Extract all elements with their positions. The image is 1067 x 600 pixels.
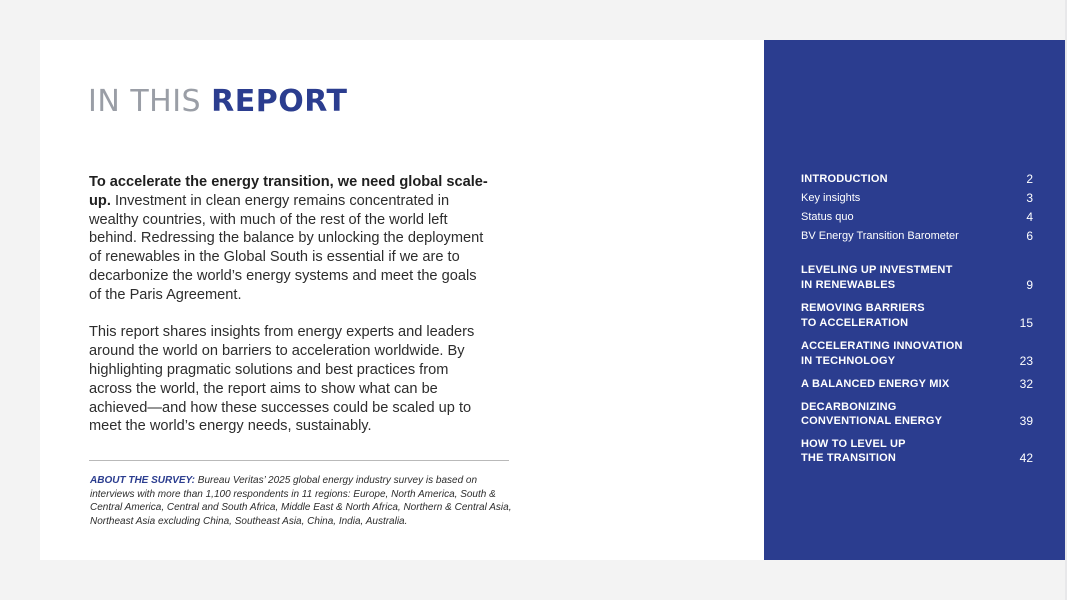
toc-entry-title (801, 437, 906, 466)
toc-entry-title-line: ACCELERATING INNOVATION (801, 340, 963, 352)
intro-lead: To accelerate the energy transition, we need global scale-up. (89, 174, 488, 209)
table-of-contents (801, 172, 1033, 466)
survey-label: ABOUT THE SURVEY: (90, 475, 196, 486)
toc-entry-title-line: BV Energy Transition Barometer (801, 230, 959, 242)
toc-entry-title (801, 172, 888, 187)
toc-entry-title-line: REMOVING BARRIERS (801, 302, 925, 314)
toc-entry-page: 6 (1026, 229, 1033, 243)
divider (89, 460, 509, 461)
toc-entry[interactable] (801, 377, 1033, 392)
toc-entry-page: 2 (1026, 172, 1033, 186)
toc-entry-page: 15 (1019, 315, 1033, 330)
toc-entry-page: 42 (1019, 451, 1033, 465)
toc-entry-page: 9 (1026, 277, 1033, 292)
intro-paragraph-2: This report shares insights from energy experts and leaders around the world on barriers to acceleration worldwide. By highlighting pragmatic solutions and best practices from across the world, the report aims to show what can be achieved—and how these successes could be scaled up to meet the world’s energy needs, sustainably. (89, 324, 475, 435)
toc-entry-page: 4 (1026, 210, 1033, 224)
survey-text: Bureau Veritas’ 2025 global energy industry survey is based on interviews with more than 1,100 respondents in 11 regions: Europe, North America, South & Central America, Central and South Africa, Middle East & North Africa, Northern & Central Asia, Northeast Asia excluding China, Southeast Asia, China, India, Australia. (90, 475, 512, 527)
toc-entry-title (801, 210, 854, 225)
toc-entry-title-line: HOW TO LEVEL UP (801, 437, 906, 450)
toc-entry[interactable] (801, 400, 1033, 429)
intro-text (89, 173, 489, 436)
toc-entry-title-line: Key insights (801, 192, 861, 204)
toc-entry[interactable] (801, 210, 1033, 225)
toc-entry-title (801, 339, 963, 368)
toc-entry[interactable] (801, 191, 1033, 206)
toc-entry-title-line: LEVELING UP INVESTMENT (801, 264, 953, 276)
toc-entry-title-line: TO ACCELERATION (801, 316, 909, 329)
page-title (88, 84, 347, 120)
toc-entry-title (801, 191, 860, 206)
toc-entry-page: 39 (1019, 414, 1033, 428)
title-light: IN THIS (88, 84, 212, 119)
toc-entry[interactable] (801, 437, 1033, 466)
toc-entry-title-line: IN TECHNOLOGY (801, 354, 896, 367)
toc-entry-title-line: DECARBONIZING (801, 400, 897, 413)
toc-entry-title-line: INTRODUCTION (801, 173, 888, 185)
toc-entry[interactable] (801, 229, 1033, 244)
toc-entry-title-line: THE TRANSITION (801, 452, 897, 464)
toc-entry-title (801, 229, 959, 244)
toc-entry-title (801, 301, 925, 330)
contents-panel (764, 40, 1067, 560)
toc-entry-page: 32 (1019, 377, 1033, 391)
intro-paragraph-1 (89, 173, 489, 305)
toc-entry[interactable] (801, 339, 1033, 368)
toc-entry-page: 3 (1026, 191, 1033, 205)
toc-entry-title-line: IN RENEWABLES (801, 278, 896, 291)
toc-entry[interactable] (801, 301, 1033, 330)
toc-entry-page: 23 (1019, 353, 1033, 368)
report-page (40, 40, 1067, 560)
toc-entry-title-line: CONVENTIONAL ENERGY (801, 415, 943, 427)
toc-entry[interactable] (801, 263, 1033, 292)
toc-entry[interactable] (801, 172, 1033, 187)
toc-entry-title-line: A BALANCED ENERGY MIX (801, 378, 950, 390)
toc-entry-title (801, 263, 953, 292)
survey-note (90, 474, 520, 528)
title-bold: REPORT (211, 84, 348, 119)
toc-entry-title (801, 400, 942, 429)
intro-lead-rest: Investment in clean energy remains concentrated in wealthy countries, with much of the rest of the world left behind. Redressing the balance by unlocking the deployment of renewables in the Global South is essential if we are to decarbonize the world’s energy systems and meet the goals of the Paris Agreement. (89, 192, 484, 303)
toc-entry-title-line: Status quo (801, 211, 854, 223)
toc-entry-title (801, 377, 949, 392)
